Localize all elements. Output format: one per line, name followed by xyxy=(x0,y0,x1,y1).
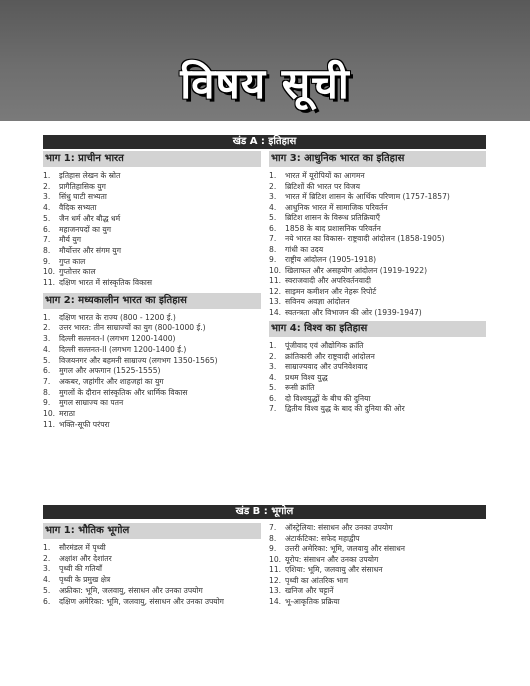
toc-entry xyxy=(269,373,486,384)
entry-number: 10. xyxy=(269,265,282,275)
entry-number: 8. xyxy=(43,387,51,397)
toc-entry xyxy=(43,554,261,565)
toc-entry xyxy=(43,409,261,420)
entry-number: 11. xyxy=(269,276,282,285)
toc-entry xyxy=(269,544,486,555)
toc-entry xyxy=(269,297,486,308)
part3-list xyxy=(269,171,486,318)
toc-entry xyxy=(43,278,261,289)
entry-title: यूरोप: संसाधन और उनका उपयोग xyxy=(285,554,379,564)
entry-number: 2. xyxy=(269,351,277,361)
entry-number: 1. xyxy=(269,341,277,350)
entry-number: 10. xyxy=(43,409,56,419)
entry-title: ब्रिटिशों की भारत पर विजय xyxy=(285,181,361,191)
entry-number: 11. xyxy=(43,419,56,429)
toc-entry xyxy=(43,203,261,214)
entry-title: मौर्य युग xyxy=(59,235,82,245)
entry-title: पृथ्वी की गतियाँ xyxy=(59,564,103,574)
entry-number: 5. xyxy=(43,213,51,223)
geography-right-column xyxy=(269,523,486,607)
toc-entry xyxy=(269,362,486,373)
toc-entry xyxy=(43,564,261,575)
entry-number: 7. xyxy=(269,404,277,413)
entry-number: 9. xyxy=(269,544,277,553)
toc-entry xyxy=(269,234,486,245)
entry-title: साइमन कमीशन और नेहरू रिपोर्ट xyxy=(285,286,377,296)
toc-entry xyxy=(269,192,486,203)
entry-title: भू-आकृतिक प्रक्रिया xyxy=(285,596,340,606)
entry-title: मुगल और अफगान (1525-1555) xyxy=(59,366,161,376)
entry-number: 8. xyxy=(269,244,277,254)
entry-title: अकबर, जहांगीर और शाहजहां का युग xyxy=(59,376,164,386)
toc-entry xyxy=(43,246,261,257)
section-bar-history: खंड A : इतिहास xyxy=(43,135,486,149)
toc-entry xyxy=(43,388,261,399)
toc-entry xyxy=(43,171,261,182)
entry-number: 11. xyxy=(43,278,56,288)
entry-title: गांधी का उदय xyxy=(285,244,324,254)
entry-title: सिंधु घाटी सभ्यता xyxy=(59,192,107,202)
part-heading: भाग 3: आधुनिक भारत का इतिहास xyxy=(269,151,486,167)
entry-number: 7. xyxy=(269,523,277,532)
entry-number: 4. xyxy=(43,203,51,213)
toc-entry xyxy=(43,597,261,608)
entry-title: पूंजीवाद एवं औद्योगिक क्रांति xyxy=(285,341,364,350)
entry-number: 1. xyxy=(269,171,277,180)
entry-title: ब्रिटिश शासन के विरूध प्रतिक्रियाएँ xyxy=(285,213,380,222)
toc-entry xyxy=(269,341,486,352)
entry-number: 7. xyxy=(43,235,51,245)
entry-title: मौर्योत्तर और संगम युग xyxy=(59,245,121,255)
toc-entry xyxy=(43,192,261,203)
entry-title: ऑस्ट्रेलिया: संसाधन और उनका उपयोग xyxy=(285,523,393,532)
toc-entry xyxy=(269,565,486,576)
entry-title: मराठा xyxy=(59,409,75,419)
entry-number: 5. xyxy=(43,355,51,365)
entry-title: भक्ति-सूफी परंपरा xyxy=(59,419,110,429)
entry-title: दक्षिण अमेरिका: भूमि, जलवायु, संसाधन और उनका उपयोग xyxy=(59,596,224,606)
entry-number: 7. xyxy=(269,234,277,243)
entry-title: द्वितीय विश्व युद्ध के बाद की दुनिया की ओर xyxy=(285,404,405,413)
entry-number: 3. xyxy=(43,334,51,344)
toc-entry xyxy=(269,383,486,394)
entry-title: खिलाफत और असहयोग आंदोलन (1919-1922) xyxy=(285,265,428,275)
entry-title: 1858 के बाद प्रशासनिक परिवर्तन xyxy=(285,223,381,233)
entry-title: नये भारत का विकास- राष्ट्रवादी आंदोलन (1858-1905) xyxy=(285,234,445,243)
entry-title: दिल्ली सल्तनत-I (लगभग 1200-1400) xyxy=(59,334,176,344)
entry-number: 3. xyxy=(269,362,277,371)
toc-entry xyxy=(43,345,261,356)
entry-title: आधुनिक भारत में सामाजिक परिवर्तन xyxy=(285,202,388,212)
entry-number: 2. xyxy=(43,553,51,563)
entry-title: महाजनपदों का युग xyxy=(59,224,112,234)
geography-list-right xyxy=(269,523,486,607)
entry-title: पृथ्वी का आंतरिक भाग xyxy=(285,575,349,585)
toc-entry xyxy=(269,171,486,182)
entry-title: जैन धर्म और बौद्ध धर्म xyxy=(59,213,121,223)
toc-entry xyxy=(43,323,261,334)
entry-title: प्रागैतिहासिक युग xyxy=(59,181,106,191)
toc-entry xyxy=(269,213,486,224)
entry-title: विजयनगर और बहमनी साम्राज्य (लगभग 1350-1565) xyxy=(59,355,218,365)
entry-title: मुगल साम्राज्य का पतन xyxy=(59,398,124,408)
history-right-column xyxy=(269,151,486,415)
toc-entry xyxy=(43,356,261,367)
entry-number: 10. xyxy=(43,267,56,277)
toc-entry xyxy=(269,394,486,405)
header-banner xyxy=(0,0,530,121)
entry-title: राष्ट्रीय आंदोलन (1905-1918) xyxy=(285,255,377,264)
toc-entry xyxy=(43,235,261,246)
entry-number: 5. xyxy=(269,383,277,392)
toc-entry xyxy=(43,586,261,597)
toc-entry xyxy=(43,182,261,193)
toc-entry xyxy=(269,586,486,597)
toc-entry xyxy=(43,398,261,409)
entry-title: पृथ्वी के प्रमुख क्षेत्र xyxy=(59,575,111,585)
entry-number: 3. xyxy=(43,192,51,202)
entry-title: स्वतन्त्रता और विभाजन की ओर (1939-1947) xyxy=(285,307,422,317)
entry-number: 1. xyxy=(43,171,51,180)
entry-title: प्रथम विश्व युद्ध xyxy=(285,372,328,382)
entry-title: खनिज और चट्टानें xyxy=(285,586,334,595)
entry-number: 6. xyxy=(43,224,51,234)
toc-entry xyxy=(269,404,486,415)
toc-entry xyxy=(43,420,261,431)
toc-entry xyxy=(43,334,261,345)
entry-number: 3. xyxy=(269,192,277,201)
toc-entry xyxy=(43,214,261,225)
entry-number: 9. xyxy=(43,256,51,266)
toc-entry xyxy=(269,266,486,277)
entry-title: सविनय अवज्ञा आंदोलन xyxy=(285,297,350,306)
entry-number: 6. xyxy=(43,596,51,606)
toc-entry xyxy=(269,523,486,534)
toc-entry xyxy=(269,287,486,298)
entry-number: 2. xyxy=(43,181,51,191)
entry-number: 4. xyxy=(269,372,277,382)
entry-title: रूसी क्रांति xyxy=(285,383,315,392)
toc-entry xyxy=(269,182,486,193)
part4-list xyxy=(269,341,486,415)
entry-number: 8. xyxy=(43,245,51,255)
entry-number: 1. xyxy=(43,312,51,322)
entry-number: 6. xyxy=(269,223,277,233)
entry-number: 2. xyxy=(43,323,51,333)
entry-number: 13. xyxy=(269,297,282,306)
entry-title: क्रांतिकारी और राष्ट्रवादी आंदोलन xyxy=(285,351,375,361)
toc-entry xyxy=(269,224,486,235)
entry-title: अंटार्कटिका: सफेद महाद्वीप xyxy=(285,533,360,543)
entry-title: भारत में यूरोपियों का आगमन xyxy=(285,171,365,180)
entry-number: 6. xyxy=(43,366,51,376)
entry-number: 9. xyxy=(269,255,277,264)
entry-number: 14. xyxy=(269,307,282,317)
toc-entry xyxy=(269,555,486,566)
entry-title: दक्षिण भारत के राज्य (800 - 1200 ई.) xyxy=(59,312,176,322)
entry-number: 4. xyxy=(43,575,51,585)
entry-title: इतिहास लेखन के स्रोत xyxy=(59,171,121,180)
entry-number: 4. xyxy=(43,344,51,354)
entry-number: 3. xyxy=(43,564,51,574)
toc-entry xyxy=(269,352,486,363)
entry-number: 1. xyxy=(43,543,51,552)
geography-list-left xyxy=(43,543,261,607)
toc-entry xyxy=(43,267,261,278)
part1-list xyxy=(43,171,261,289)
entry-title: दो विश्वयुद्धों के बीच की दुनिया xyxy=(285,393,371,403)
entry-title: साम्राज्यवाद और उपनिवेशवाद xyxy=(285,362,368,371)
geography-left-column xyxy=(43,523,261,607)
entry-title: अक्षांश और देशांतर xyxy=(59,553,112,563)
entry-title: दिल्ली सल्तनत-II (लगभग 1200-1400 ई.) xyxy=(59,344,187,354)
part-heading: भाग 1: प्राचीन भारत xyxy=(43,151,261,167)
entry-title: दक्षिण भारत में सांस्कृतिक विकास xyxy=(59,278,153,288)
toc-entry xyxy=(269,576,486,587)
entry-number: 10. xyxy=(269,554,282,564)
entry-title: एशिया: भूमि, जलवायु और संसाधन xyxy=(285,565,383,574)
entry-number: 2. xyxy=(269,181,277,191)
entry-title: स्वराजवादी और अपरिवर्तनवादी xyxy=(285,276,371,285)
entry-number: 5. xyxy=(43,585,51,595)
toc-entry xyxy=(269,308,486,319)
toc-entry xyxy=(43,575,261,586)
toc-entry xyxy=(43,543,261,554)
entry-number: 6. xyxy=(269,393,277,403)
toc-entry xyxy=(269,203,486,214)
entry-title: गुप्त काल xyxy=(59,256,86,266)
toc-entry xyxy=(269,597,486,608)
toc-entry xyxy=(43,313,261,324)
history-left-column xyxy=(43,151,261,430)
entry-number: 11. xyxy=(269,565,282,574)
entry-title: उत्तर भारत: तीन साम्राज्यों का युग (800-1000 ई.) xyxy=(59,323,206,333)
entry-number: 14. xyxy=(269,596,282,606)
part2-list xyxy=(43,313,261,431)
entry-title: गुप्तोत्तर काल xyxy=(59,267,96,277)
toc-entry xyxy=(43,225,261,236)
toc-entry xyxy=(269,534,486,545)
entry-title: मुगलों के दौरान सांस्कृतिक और धार्मिक विकास xyxy=(59,387,188,397)
page-title: विषय सूची xyxy=(180,59,350,108)
entry-number: 12. xyxy=(269,286,282,296)
entry-number: 9. xyxy=(43,398,51,408)
toc-entry xyxy=(269,245,486,256)
part-heading: भाग 1: भौतिक भूगोल xyxy=(43,523,261,539)
section-bar-geography: खंड B : भूगोल xyxy=(43,505,486,519)
entry-title: उत्तरी अमेरिका: भूमि, जलवायु और संसाधन xyxy=(285,544,405,553)
entry-number: 13. xyxy=(269,586,282,595)
part-heading: भाग 4: विश्व का इतिहास xyxy=(269,321,486,337)
entry-number: 5. xyxy=(269,213,277,222)
toc-entry xyxy=(43,377,261,388)
entry-title: अफ्रीका: भूमि, जलवायु, संसाधन और उनका उपयोग xyxy=(59,585,203,595)
part-heading: भाग 2: मध्यकालीन भारत का इतिहास xyxy=(43,293,261,309)
toc-entry xyxy=(269,276,486,287)
toc-entry xyxy=(43,257,261,268)
entry-title: भारत में ब्रिटिश शासन के आर्थिक परिणाम (1757-1857) xyxy=(285,192,450,201)
toc-entry xyxy=(43,366,261,377)
entry-title: वैदिक सभ्यता xyxy=(59,203,97,213)
entry-number: 8. xyxy=(269,533,277,543)
entry-number: 7. xyxy=(43,376,51,386)
toc-entry xyxy=(269,255,486,266)
entry-number: 4. xyxy=(269,202,277,212)
entry-title: सौरमंडल में पृथ्वी xyxy=(59,543,106,552)
entry-number: 12. xyxy=(269,575,282,585)
